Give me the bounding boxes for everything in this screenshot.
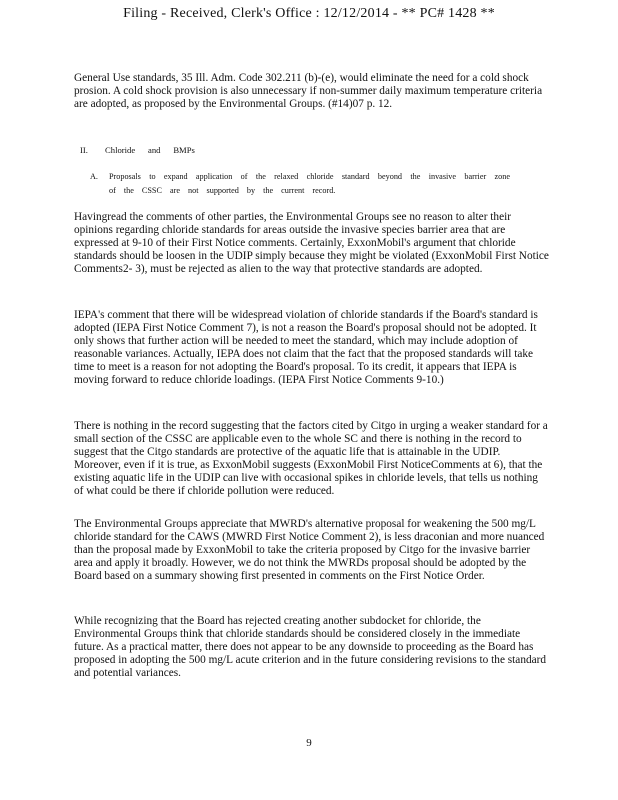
filing-header: Filing - Received, Clerk's Office : 12/12/2014 - ** PC# 1428 ** [123, 6, 495, 21]
subheading [90, 170, 510, 197]
section-heading: II. Chloride and BMPs [80, 145, 195, 155]
paragraph-iepa: IEPA's comment that there will be widespread violation of chloride standards if the Board's standard is adopted (IEPA First Notice Comment 7), is not a reason the Board's proposal should not be adopted. It only shows that further action will be needed to meet the standard, which may include adoption of reasonable variances. Actually, IEPA does not claim that the fact that the proposed standards will take time to meet is a reason for not adopting the Board's proposal. To its credit, it appears that IEPA is moving forward to reduce chloride loadings. (IEPA First Notice Comments 9-10.) [74, 309, 538, 387]
page-number: 9 [306, 737, 312, 749]
subheading-text: Proposals to expand application of the relaxed chloride standard beyond the invasive barrier zone of the CSSC are not supported by the current record. [109, 172, 510, 195]
paragraph-other-parties: Havingread the comments of other parties, the Environmental Groups see no reason to alter their opinions regarding chloride standards for areas outside the invasive species barrier area that are expressed at 9-10 of their First Notice comments. Certainly, ExxonMobil's argument that chloride standards should be loosen in the UDIP simply because they might be violated (ExxonMobil First Notice Comments2- 3), must be rejected as alien to the way that protective standards are adopted. [74, 211, 549, 276]
paragraph-mwrd: The Environmental Groups appreciate that MWRD's alternative proposal for weakening the 500 mg/L chloride standard for the CAWS (MWRD First Notice Comment 2), is less draconian and more nuanced than the proposal made by ExxonMobil to take the criteria proposed by Citgo for the invasive barrier area and apply it broadly. However, we do not think the MWRDs proposal should be adopted by the Board based on a summary showing first presented in comments on the First Notice Order. [74, 518, 545, 583]
paragraph-citgo: There is nothing in the record suggesting that the factors cited by Citgo in urging a weaker standard for a small section of the CSSC are applicable even to the whole SC and there is nothing in the record to suggest that the Citgo standards are protective of the aquatic life that is attainable in the UDIP. Moreover, even if it is true, as ExxonMobil suggests (ExxonMobil First NoticeComments at 6), that the existing aquatic life in the UDIP can live with occasional spikes in chloride levels, that tells us nothing of what could be there if chloride pollution were reduced. [74, 420, 548, 498]
subheading-letter: A. [90, 172, 98, 181]
paragraph-cold-shock: General Use standards, 35 Ill. Adm. Code 302.211 (b)-(e), would eliminate the need for a cold shock prosion. A cold shock provision is also unnecessary if non-summer daily maximum temperature criteria are adopted, as proposed by the Environmental Groups. (#14)07 p. 12. [74, 72, 543, 111]
paragraph-subdocket: While recognizing that the Board has rejected creating another subdocket for chloride, the Environmental Groups think that chloride standards should be considered closely in the immediate future. As a practical matter, there does not appear to be any downside to proceeding as the Board has proposed in adopting the 500 mg/L acute criterion and in the future considering revisions to the standard and potential variances. [74, 615, 547, 680]
